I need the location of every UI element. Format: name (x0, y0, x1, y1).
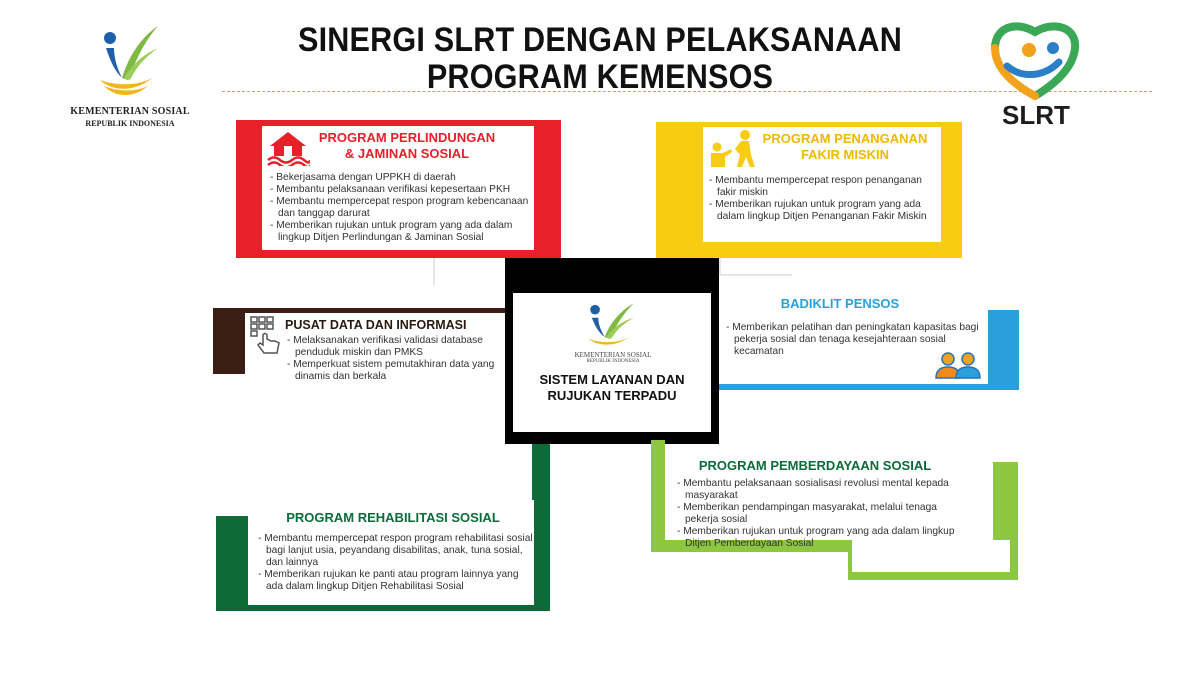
center-title-line-2: RUJUKAN TERPADU (547, 388, 677, 403)
center-logo-line-2: REPUBLIK INDONESIA (586, 359, 640, 364)
logo-line-1: KEMENTERIAN SOSIAL (70, 106, 190, 117)
touch-keypad-icon (249, 315, 283, 355)
pemberdayaan-panel-tail (852, 540, 1010, 572)
list-item: - Membantu mempercepat respon penanganan fakir miskin (707, 175, 939, 199)
fakir-miskin-title (755, 131, 935, 163)
list-item: - Memberikan rujukan untuk program yang ada dalam lingkup Ditjen Perlindungan & Jaminan Sosial (268, 220, 532, 244)
fakir-miskin-title-line-2: FAKIR MISKIN (800, 147, 890, 162)
rehabilitasi-list (256, 533, 536, 593)
list-item: - Memberikan pendampingan masyarakat, melalui tenaga pekerja sosial (675, 502, 973, 526)
pusat-data-list (285, 335, 503, 383)
list-item: - Membantu mempercepat respon program kebencanaan dan tanggap darurat (268, 196, 532, 220)
pemberdayaan-connector (651, 440, 665, 552)
fakir-miskin-title-line-1: PROGRAM PENANGANAN (762, 131, 928, 146)
perlindungan-title-line-2: & JAMINAN SOSIAL (344, 146, 470, 161)
perlindungan-panel (262, 126, 534, 250)
helping-person-icon (705, 129, 759, 169)
list-item: - Memberikan rujukan untuk program yang ada dalam lingkup Ditjen Penanganan Fakir Miskin (707, 199, 939, 223)
slrt-logo-text: SLRT (1002, 100, 1070, 130)
title-line-2: PROGRAM KEMENSOS (426, 58, 774, 96)
rehabilitasi-title: PROGRAM REHABILITASI SOSIAL (286, 510, 500, 525)
list-item: - Memberikan rujukan ke panti atau program lainnya yang ada dalam lingkup Ditjen Rehabilitasi Sosial (256, 569, 536, 593)
pemberdayaan-title: PROGRAM PEMBERDAYAAN SOSIAL (698, 458, 932, 473)
center-logo-line-1: KEMENTERIAN SOSIAL (574, 351, 652, 359)
badiklit-title: BADIKLIT PENSOS (780, 296, 900, 311)
perlindungan-list (268, 172, 532, 244)
list-item: - Memberikan pelatihan dan peningkatan kapasitas bagi pekerja sosial dan tenaga kesejahteraan sosial kecamatan (724, 322, 986, 358)
people-group-icon (934, 350, 982, 380)
list-item: - Membantu mempercepat respon program rehabilitasi sosial bagi lanjut usia, peyandang disabilitas, anak, tuna sosial, dan lainnya (256, 533, 536, 569)
center-logo-caption (553, 351, 673, 364)
fakir-miskin-list (707, 175, 939, 223)
perlindungan-title (302, 130, 512, 162)
logo-line-2: REPUBLIK INDONESIA (85, 119, 175, 128)
list-item: - Memberikan rujukan untuk program yang ada dalam lingkup Ditjen Pemberdayaan Sosial (675, 526, 973, 550)
center-kemensos-logo (583, 300, 641, 350)
badiklit-panel (700, 288, 988, 384)
center-title-line-1: SISTEM LAYANAN DAN (539, 372, 685, 387)
pusat-data-title: PUSAT DATA DAN INFORMASI (285, 318, 467, 332)
fakir-miskin-panel (703, 127, 941, 242)
title-line-1: SINERGI SLRT DENGAN PELAKSANAAN (297, 21, 903, 59)
pemberdayaan-panel (665, 452, 993, 549)
list-item: - Membantu pelaksanaan sosialisasi revolusi mental kepada masyarakat (675, 478, 973, 502)
perlindungan-title-line-1: PROGRAM PERLINDUNGAN (318, 130, 496, 145)
list-item: - Memperkuat sistem pemutakhiran data yang dinamis dan berkala (285, 359, 503, 383)
rehabilitasi-panel (248, 500, 534, 605)
center-title (513, 372, 711, 404)
list-item: - Melaksanakan verifikasi validasi database penduduk miskin dan PMKS (285, 335, 503, 359)
pusat-data-panel (245, 313, 505, 385)
list-item: - Bekerjasama dengan UPPKH di daerah (268, 172, 532, 184)
list-item: - Membantu pelaksanaan verifikasi kepesertaan PKH (268, 184, 532, 196)
